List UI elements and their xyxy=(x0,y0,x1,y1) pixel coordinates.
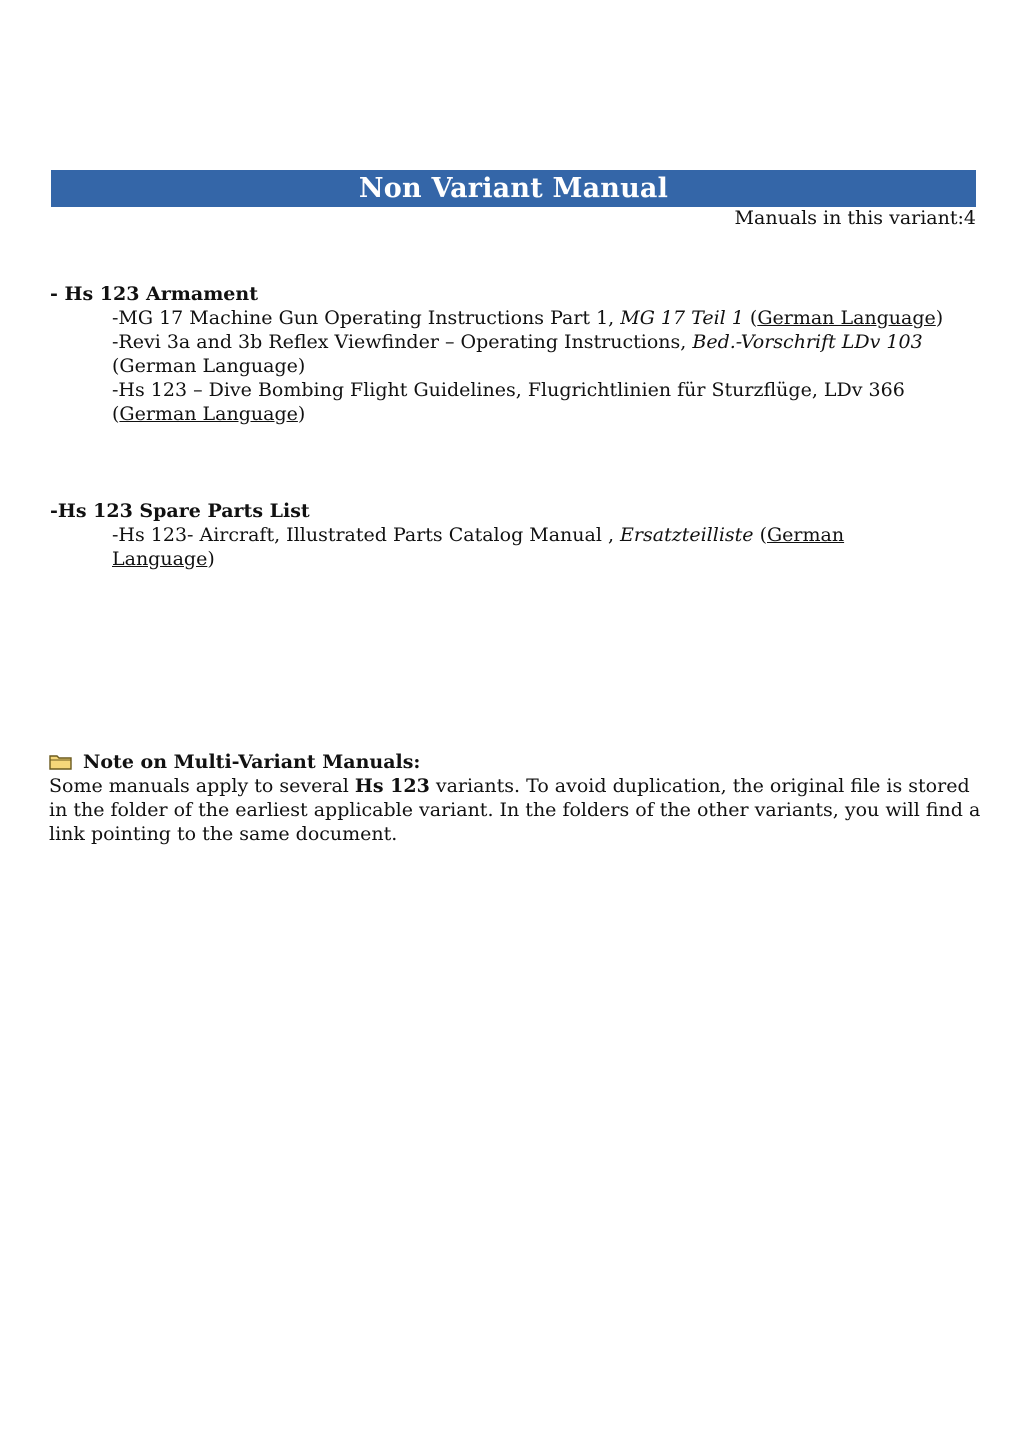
manuals-count: Manuals in this variant:4 xyxy=(734,207,976,229)
note-text: variants. To avoid duplication, the original file is stored in the folder of the earliest applicable variant. In the folders of the other variants, you will find a link pointing to the same document. xyxy=(49,775,981,845)
multi-variant-note xyxy=(49,750,984,846)
language-link[interactable]: German Language xyxy=(112,524,845,570)
section-spare-parts xyxy=(50,499,950,571)
item-title-italic: Ersatzteilliste xyxy=(620,524,754,546)
item-text: ) xyxy=(297,403,306,425)
item-text: -Revi 3a and 3b Reflex Viewfinder – Operating Instructions, xyxy=(112,331,693,353)
note-body xyxy=(49,774,984,846)
note-heading-row xyxy=(49,750,984,774)
language-link[interactable]: German Language xyxy=(757,307,936,329)
note-text-bold: Hs 123 xyxy=(354,775,430,797)
item-title-italic: Bed.-Vorschrift LDv 103 xyxy=(692,331,923,353)
item-title-italic: MG 17 Teil 1 xyxy=(620,307,744,329)
manual-item[interactable] xyxy=(50,306,950,330)
folder-icon xyxy=(49,753,73,771)
item-text: ) xyxy=(935,307,944,329)
item-text: ( xyxy=(743,307,758,329)
item-text: -Hs 123 – Dive Bombing Flight Guidelines, Flugrichtlinien für Sturzflüge, LDv 366 ( xyxy=(112,379,905,425)
item-text: -MG 17 Machine Gun Operating Instructions Part 1, xyxy=(112,307,621,329)
manual-item[interactable] xyxy=(50,330,950,378)
manual-item[interactable] xyxy=(50,378,950,426)
note-heading: Note on Multi-Variant Manuals: xyxy=(83,751,421,773)
section-heading: - Hs 123 Armament xyxy=(50,283,258,305)
item-text: ) xyxy=(207,548,215,570)
page-title: Non Variant Manual xyxy=(358,173,669,204)
section-heading: -Hs 123 Spare Parts List xyxy=(50,500,310,522)
language-link[interactable]: German Language xyxy=(119,403,298,425)
item-text: -Hs 123- Aircraft, Illustrated Parts Catalog Manual , xyxy=(112,524,621,546)
note-text: Some manuals apply to several xyxy=(49,775,355,797)
title-banner xyxy=(51,170,976,207)
section-armament xyxy=(50,282,950,426)
item-text: (German Language) xyxy=(112,355,306,377)
manual-item[interactable] xyxy=(50,523,950,571)
item-text: ( xyxy=(753,524,767,546)
